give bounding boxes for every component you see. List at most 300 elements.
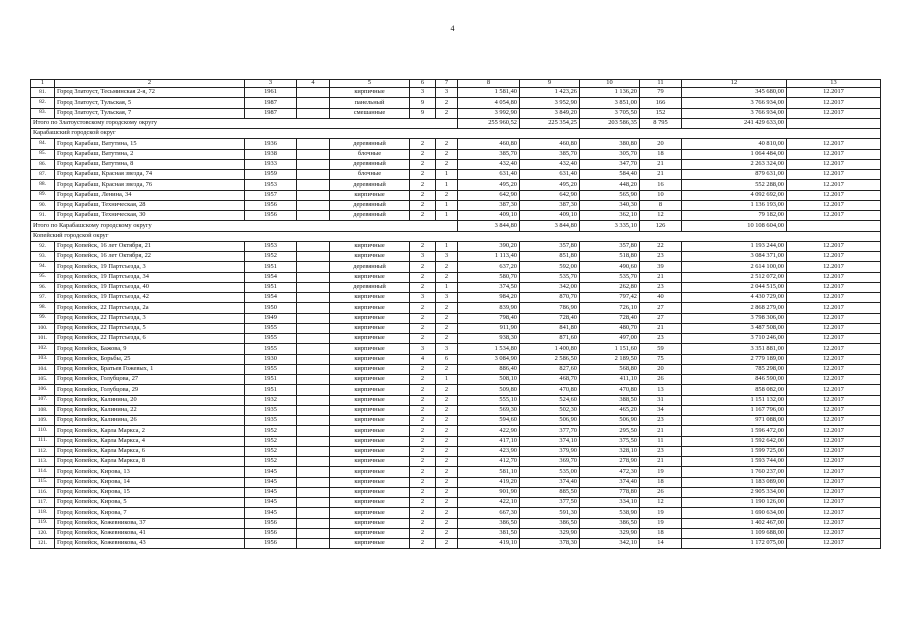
table-row bbox=[31, 211, 881, 221]
table-cell: 594,60 bbox=[458, 416, 520, 426]
table-cell: 2 bbox=[410, 334, 436, 344]
table-cell: 470,80 bbox=[520, 385, 580, 395]
table-cell: 2 bbox=[436, 108, 458, 118]
table-cell bbox=[297, 498, 330, 508]
table-cell: 419,10 bbox=[458, 539, 520, 549]
table-cell: 329,90 bbox=[520, 528, 580, 538]
table-cell: 1955 bbox=[245, 323, 297, 333]
table-cell: 2 bbox=[410, 180, 436, 190]
table-cell: 166 bbox=[640, 98, 682, 108]
table-cell: 116. bbox=[31, 487, 55, 497]
table-cell: Город Карабаш, Ватутина, 15 bbox=[55, 139, 245, 149]
total-label: Итого по Златоустовскому городскому округу bbox=[31, 118, 458, 128]
table-cell: 470,80 bbox=[580, 385, 640, 395]
table-cell: кирпичные bbox=[330, 375, 410, 385]
column-number: 2 bbox=[55, 80, 245, 88]
table-row bbox=[31, 498, 881, 508]
table-cell: 26 bbox=[640, 487, 682, 497]
table-cell: 12.2017 bbox=[787, 405, 881, 415]
table-cell: 19 bbox=[640, 508, 682, 518]
table-cell: 1955 bbox=[245, 334, 297, 344]
table-cell: 3 bbox=[436, 252, 458, 262]
table-cell: 841,80 bbox=[520, 323, 580, 333]
table-cell: 409,10 bbox=[520, 211, 580, 221]
table-cell: 3 992,90 bbox=[458, 108, 520, 118]
table-cell: 2 bbox=[410, 528, 436, 538]
table-cell: 12.2017 bbox=[787, 344, 881, 354]
table-cell: 495,20 bbox=[520, 180, 580, 190]
table-cell: 631,40 bbox=[520, 170, 580, 180]
table-cell bbox=[297, 416, 330, 426]
table-cell: 1930 bbox=[245, 354, 297, 364]
table-cell bbox=[297, 487, 330, 497]
total-cell: 203 586,35 bbox=[580, 118, 640, 128]
table-cell: 388,50 bbox=[580, 395, 640, 405]
table-cell: 12.2017 bbox=[787, 508, 881, 518]
table-cell: 39 bbox=[640, 262, 682, 272]
table-cell: 12.2017 bbox=[787, 385, 881, 395]
table-cell: деревянный bbox=[330, 200, 410, 210]
column-number: 9 bbox=[520, 80, 580, 88]
table-cell: 2 bbox=[410, 498, 436, 508]
table-cell: 3 084,90 bbox=[458, 354, 520, 364]
table-cell: 3 bbox=[410, 293, 436, 303]
section-row bbox=[31, 129, 881, 139]
table-cell: 21 bbox=[640, 159, 682, 169]
table-cell: 12.2017 bbox=[787, 487, 881, 497]
table-cell: 357,80 bbox=[580, 241, 640, 251]
total-cell: 3 844,80 bbox=[458, 221, 520, 231]
table-cell: 9 bbox=[410, 108, 436, 118]
table-cell: 581,10 bbox=[458, 467, 520, 477]
table-cell: 1932 bbox=[245, 395, 297, 405]
table-cell: 11 bbox=[640, 436, 682, 446]
table-cell: деревянный bbox=[330, 139, 410, 149]
table-cell: 12.2017 bbox=[787, 293, 881, 303]
table-cell: 2 bbox=[436, 262, 458, 272]
table-cell: 12.2017 bbox=[787, 241, 881, 251]
table-cell: Город Копейск, 16 лет Октября, 22 bbox=[55, 252, 245, 262]
section-title: Копейский городской округ bbox=[31, 231, 881, 241]
table-cell: 568,80 bbox=[580, 364, 640, 374]
table-cell: Город Копейск, Кирова, 15 bbox=[55, 487, 245, 497]
table-cell: 417,10 bbox=[458, 436, 520, 446]
column-number: 6 bbox=[410, 80, 436, 88]
table-cell bbox=[297, 457, 330, 467]
table-row bbox=[31, 416, 881, 426]
table-cell: 329,90 bbox=[580, 528, 640, 538]
table-cell: 778,80 bbox=[580, 487, 640, 497]
table-row bbox=[31, 149, 881, 159]
table-cell: 96. bbox=[31, 282, 55, 292]
table-cell: 524,60 bbox=[520, 395, 580, 405]
table-cell: 12.2017 bbox=[787, 364, 881, 374]
table-row bbox=[31, 518, 881, 528]
table-cell: 667,30 bbox=[458, 508, 520, 518]
table-cell: 3 bbox=[410, 252, 436, 262]
table-cell: 2 bbox=[436, 139, 458, 149]
table-cell: 2 bbox=[436, 334, 458, 344]
table-cell: 377,70 bbox=[520, 426, 580, 436]
table-cell: 22 bbox=[640, 241, 682, 251]
table-cell: 12.2017 bbox=[787, 159, 881, 169]
table-cell: 12.2017 bbox=[787, 149, 881, 159]
table-row bbox=[31, 487, 881, 497]
table-cell: 591,30 bbox=[520, 508, 580, 518]
table-cell: Город Копейск, 19 Партсъезда, 3 bbox=[55, 262, 245, 272]
table-row bbox=[31, 180, 881, 190]
table-cell bbox=[297, 364, 330, 374]
table-cell: Город Карабаш, Техническая, 30 bbox=[55, 211, 245, 221]
table-cell: 20 bbox=[640, 139, 682, 149]
table-cell: 1 bbox=[436, 170, 458, 180]
table-row bbox=[31, 528, 881, 538]
table-cell: Город Копейск, Бажова, 9 bbox=[55, 344, 245, 354]
table-cell: Город Карабаш, Красная звезда, 76 bbox=[55, 180, 245, 190]
table-cell: 12.2017 bbox=[787, 436, 881, 446]
table-cell: 8 bbox=[640, 200, 682, 210]
table-cell: 465,20 bbox=[580, 405, 640, 415]
table-cell: 1956 bbox=[245, 200, 297, 210]
table-cell bbox=[297, 395, 330, 405]
table-cell: 1 581,40 bbox=[458, 88, 520, 98]
table-cell: 490,60 bbox=[580, 262, 640, 272]
table-cell: 23 bbox=[640, 334, 682, 344]
table-cell: 1950 bbox=[245, 303, 297, 313]
table-cell: 1938 bbox=[245, 149, 297, 159]
table-cell: 381,50 bbox=[458, 528, 520, 538]
table-cell: Город Копейск, Кирова, 14 bbox=[55, 477, 245, 487]
table-cell: 2 bbox=[436, 395, 458, 405]
table-cell: кирпичные bbox=[330, 436, 410, 446]
table-cell: Город Карабаш, Красная звезда, 74 bbox=[55, 170, 245, 180]
table-cell: 34 bbox=[640, 405, 682, 415]
table-cell: 340,30 bbox=[580, 200, 640, 210]
table-cell: кирпичные bbox=[330, 395, 410, 405]
table-cell: 1954 bbox=[245, 293, 297, 303]
table-row bbox=[31, 334, 881, 344]
table-cell: 535,70 bbox=[520, 272, 580, 282]
table-cell: 2 bbox=[436, 528, 458, 538]
table-cell: 2 bbox=[436, 498, 458, 508]
table-cell bbox=[297, 200, 330, 210]
table-cell: 1951 bbox=[245, 375, 297, 385]
table-row bbox=[31, 190, 881, 200]
table-cell: 12.2017 bbox=[787, 539, 881, 549]
table-cell: 390,20 bbox=[458, 241, 520, 251]
table-cell: 12.2017 bbox=[787, 528, 881, 538]
table-cell: 502,30 bbox=[520, 405, 580, 415]
table-cell: 12.2017 bbox=[787, 282, 881, 292]
table-cell: Город Карабаш, Техническая, 28 bbox=[55, 200, 245, 210]
table-cell: 12.2017 bbox=[787, 457, 881, 467]
table-cell: 92. bbox=[31, 241, 55, 251]
table-cell: кирпичные bbox=[330, 405, 410, 415]
table-cell: 2 bbox=[410, 385, 436, 395]
table-cell: 2 bbox=[436, 190, 458, 200]
table-cell: 93. bbox=[31, 252, 55, 262]
table-cell: 12.2017 bbox=[787, 313, 881, 323]
table-cell: 480,70 bbox=[580, 323, 640, 333]
table-cell: 509,80 bbox=[458, 385, 520, 395]
table-cell: 23 bbox=[640, 282, 682, 292]
table-cell: 584,40 bbox=[580, 170, 640, 180]
table-cell: 27 bbox=[640, 313, 682, 323]
table-cell: Город Златоуст, Тульская, 7 bbox=[55, 108, 245, 118]
table-cell: 21 bbox=[640, 426, 682, 436]
table-cell: 2 bbox=[436, 272, 458, 282]
table-cell: 535,00 bbox=[520, 467, 580, 477]
table-cell bbox=[297, 170, 330, 180]
table-cell: 3 766 934,00 bbox=[682, 108, 787, 118]
table-cell: 448,20 bbox=[580, 180, 640, 190]
table-cell: 798,40 bbox=[458, 313, 520, 323]
table-cell: 6 bbox=[436, 354, 458, 364]
table-cell: 1945 bbox=[245, 467, 297, 477]
table-cell: 2 bbox=[410, 477, 436, 487]
table-cell bbox=[297, 98, 330, 108]
table-cell: 85. bbox=[31, 149, 55, 159]
table-cell: кирпичные bbox=[330, 252, 410, 262]
table-cell: 4 054,80 bbox=[458, 98, 520, 108]
table-cell: 12.2017 bbox=[787, 354, 881, 364]
table-cell: 2 bbox=[410, 467, 436, 477]
table-cell: 12.2017 bbox=[787, 303, 881, 313]
table-cell: 497,00 bbox=[580, 334, 640, 344]
table-cell: 984,20 bbox=[458, 293, 520, 303]
column-number: 7 bbox=[436, 80, 458, 88]
table-cell: 89. bbox=[31, 190, 55, 200]
table-cell: 3 798 306,00 bbox=[682, 313, 787, 323]
table-cell: 495,20 bbox=[458, 180, 520, 190]
table-row bbox=[31, 405, 881, 415]
table-cell: 432,40 bbox=[458, 159, 520, 169]
table-cell: 387,30 bbox=[520, 200, 580, 210]
table-cell bbox=[297, 149, 330, 159]
table-cell: 2 bbox=[410, 303, 436, 313]
table-cell: 374,10 bbox=[520, 436, 580, 446]
table-cell: 2 bbox=[410, 139, 436, 149]
table-cell: 2 614 100,00 bbox=[682, 262, 787, 272]
table-cell: 1 151,60 bbox=[580, 344, 640, 354]
table-cell: 112. bbox=[31, 446, 55, 456]
table-cell: 2 bbox=[436, 426, 458, 436]
table-cell: 12.2017 bbox=[787, 395, 881, 405]
table-cell: Город Копейск, Кожевникова, 37 bbox=[55, 518, 245, 528]
table-row bbox=[31, 241, 881, 251]
table-cell: 3 bbox=[436, 344, 458, 354]
table-cell: 59 bbox=[640, 344, 682, 354]
total-cell: 3 844,80 bbox=[520, 221, 580, 231]
table-cell: 19 bbox=[640, 467, 682, 477]
table-cell: деревянный bbox=[330, 282, 410, 292]
table-cell: 1 592 642,00 bbox=[682, 436, 787, 446]
table-cell: 1 193 244,00 bbox=[682, 241, 787, 251]
table-cell: 1956 bbox=[245, 528, 297, 538]
table-cell: 2 905 334,00 bbox=[682, 487, 787, 497]
table-cell: 10 bbox=[640, 190, 682, 200]
table-cell: 12 bbox=[640, 498, 682, 508]
column-number: 1 bbox=[31, 80, 55, 88]
table-cell: 1 151 132,00 bbox=[682, 395, 787, 405]
table-cell: 31 bbox=[640, 395, 682, 405]
table-cell: Город Копейск, 22 Партсъезда, 6 bbox=[55, 334, 245, 344]
table-cell: 2 bbox=[436, 457, 458, 467]
table-cell: 2 bbox=[436, 364, 458, 374]
table-cell bbox=[297, 190, 330, 200]
table-cell bbox=[297, 467, 330, 477]
table-cell: 1 423,26 bbox=[520, 88, 580, 98]
table-cell: кирпичные bbox=[330, 385, 410, 395]
table-cell: 1959 bbox=[245, 170, 297, 180]
table-cell: 1956 bbox=[245, 211, 297, 221]
table-cell: деревянный bbox=[330, 159, 410, 169]
table-cell: 2 bbox=[436, 303, 458, 313]
table-cell: 2 868 279,00 bbox=[682, 303, 787, 313]
table-cell: 21 bbox=[640, 170, 682, 180]
table-cell bbox=[297, 262, 330, 272]
table-cell: 1 400,80 bbox=[520, 344, 580, 354]
table-row bbox=[31, 252, 881, 262]
table-cell: 901,90 bbox=[458, 487, 520, 497]
table-cell: 2 bbox=[410, 539, 436, 549]
table-cell: 12.2017 bbox=[787, 88, 881, 98]
table-cell: Город Карабаш, Ленина, 34 bbox=[55, 190, 245, 200]
table-cell: кирпичные bbox=[330, 498, 410, 508]
table-cell: Город Копейск, Братьев Гожевых, 1 bbox=[55, 364, 245, 374]
table-cell: 1 172 075,00 bbox=[682, 539, 787, 549]
table-cell: 2 bbox=[410, 426, 436, 436]
table-cell: 1961 bbox=[245, 88, 297, 98]
table-cell: 1956 bbox=[245, 539, 297, 549]
table-cell: 1949 bbox=[245, 313, 297, 323]
table-cell: 2 bbox=[436, 446, 458, 456]
table-cell: 2 bbox=[410, 149, 436, 159]
table-cell: смешанные bbox=[330, 108, 410, 118]
table-cell: 1 534,80 bbox=[458, 344, 520, 354]
table-cell: Город Копейск, Карла Маркса, 4 bbox=[55, 436, 245, 446]
table-cell: 118. bbox=[31, 508, 55, 518]
table-cell: 839,90 bbox=[458, 303, 520, 313]
table-cell: 1 190 126,00 bbox=[682, 498, 787, 508]
table-cell: 637,20 bbox=[458, 262, 520, 272]
table-cell: Город Копейск, Голубцова, 27 bbox=[55, 375, 245, 385]
table-row bbox=[31, 395, 881, 405]
table-cell: 871,60 bbox=[520, 334, 580, 344]
table-cell: 21 bbox=[640, 323, 682, 333]
table-cell: 1945 bbox=[245, 487, 297, 497]
table-cell: 12.2017 bbox=[787, 262, 881, 272]
table-cell: кирпичные bbox=[330, 457, 410, 467]
table-cell: 380,80 bbox=[580, 139, 640, 149]
table-cell: Город Копейск, Борьбы, 25 bbox=[55, 354, 245, 364]
table-cell: 102. bbox=[31, 344, 55, 354]
column-number-row bbox=[31, 80, 881, 88]
table-cell: 2 bbox=[436, 477, 458, 487]
table-cell: 328,10 bbox=[580, 446, 640, 456]
table-cell bbox=[297, 303, 330, 313]
table-row bbox=[31, 477, 881, 487]
table-cell: 23 bbox=[640, 446, 682, 456]
table-cell: 412,70 bbox=[458, 457, 520, 467]
table-cell bbox=[297, 518, 330, 528]
table-cell: 26 bbox=[640, 375, 682, 385]
table-cell: 1 690 634,00 bbox=[682, 508, 787, 518]
table-row bbox=[31, 159, 881, 169]
table-cell: кирпичные bbox=[330, 344, 410, 354]
table-cell: 104. bbox=[31, 364, 55, 374]
table-cell: 1953 bbox=[245, 180, 297, 190]
table-row bbox=[31, 139, 881, 149]
table-cell: 88. bbox=[31, 180, 55, 190]
table-cell: 18 bbox=[640, 528, 682, 538]
table-row bbox=[31, 344, 881, 354]
table-cell: 1952 bbox=[245, 426, 297, 436]
table-cell: 12.2017 bbox=[787, 252, 881, 262]
table-cell bbox=[297, 354, 330, 364]
column-number: 3 bbox=[245, 80, 297, 88]
table-cell: 1 599 725,00 bbox=[682, 446, 787, 456]
table-cell: 105. bbox=[31, 375, 55, 385]
table-cell: 1933 bbox=[245, 159, 297, 169]
table-cell: 2 bbox=[436, 323, 458, 333]
table-cell: 18 bbox=[640, 149, 682, 159]
table-row bbox=[31, 303, 881, 313]
table-cell: 377,50 bbox=[520, 498, 580, 508]
table-cell: 2 bbox=[436, 539, 458, 549]
table-cell: 1 064 484,00 bbox=[682, 149, 787, 159]
table-cell: панельный bbox=[330, 98, 410, 108]
table-cell: 580,70 bbox=[458, 272, 520, 282]
table-cell: 3 766 934,00 bbox=[682, 98, 787, 108]
table-cell: 121. bbox=[31, 539, 55, 549]
table-cell: 2 bbox=[410, 446, 436, 456]
table-cell bbox=[297, 405, 330, 415]
table-cell: 369,70 bbox=[520, 457, 580, 467]
table-cell: 3 bbox=[410, 344, 436, 354]
table-cell: 12.2017 bbox=[787, 190, 881, 200]
table-cell bbox=[297, 88, 330, 98]
table-cell: 86. bbox=[31, 159, 55, 169]
table-cell: 2 bbox=[410, 416, 436, 426]
table-cell: 460,80 bbox=[520, 139, 580, 149]
table-cell: 419,20 bbox=[458, 477, 520, 487]
table-cell: 19 bbox=[640, 518, 682, 528]
table-cell: 9 bbox=[410, 98, 436, 108]
table-cell: 2 bbox=[410, 508, 436, 518]
table-cell: 342,00 bbox=[520, 282, 580, 292]
table-cell: Город Копейск, Кирова, 7 bbox=[55, 508, 245, 518]
table-cell: 342,10 bbox=[580, 539, 640, 549]
table-cell: 508,10 bbox=[458, 375, 520, 385]
table-cell: 1951 bbox=[245, 385, 297, 395]
table-cell: 12.2017 bbox=[787, 477, 881, 487]
table-cell: 3 705,50 bbox=[580, 108, 640, 118]
table-cell: 347,70 bbox=[580, 159, 640, 169]
table-cell: 1954 bbox=[245, 272, 297, 282]
table-cell: 2 bbox=[436, 487, 458, 497]
table-cell: 1 bbox=[436, 375, 458, 385]
table-cell: 12.2017 bbox=[787, 323, 881, 333]
table-cell: деревянный bbox=[330, 180, 410, 190]
table-cell: 386,50 bbox=[520, 518, 580, 528]
table-cell: 2 bbox=[436, 98, 458, 108]
table-cell: 1957 bbox=[245, 190, 297, 200]
table-row bbox=[31, 272, 881, 282]
table-cell: 110. bbox=[31, 426, 55, 436]
table-cell: 115. bbox=[31, 477, 55, 487]
total-cell: 225 354,25 bbox=[520, 118, 580, 128]
